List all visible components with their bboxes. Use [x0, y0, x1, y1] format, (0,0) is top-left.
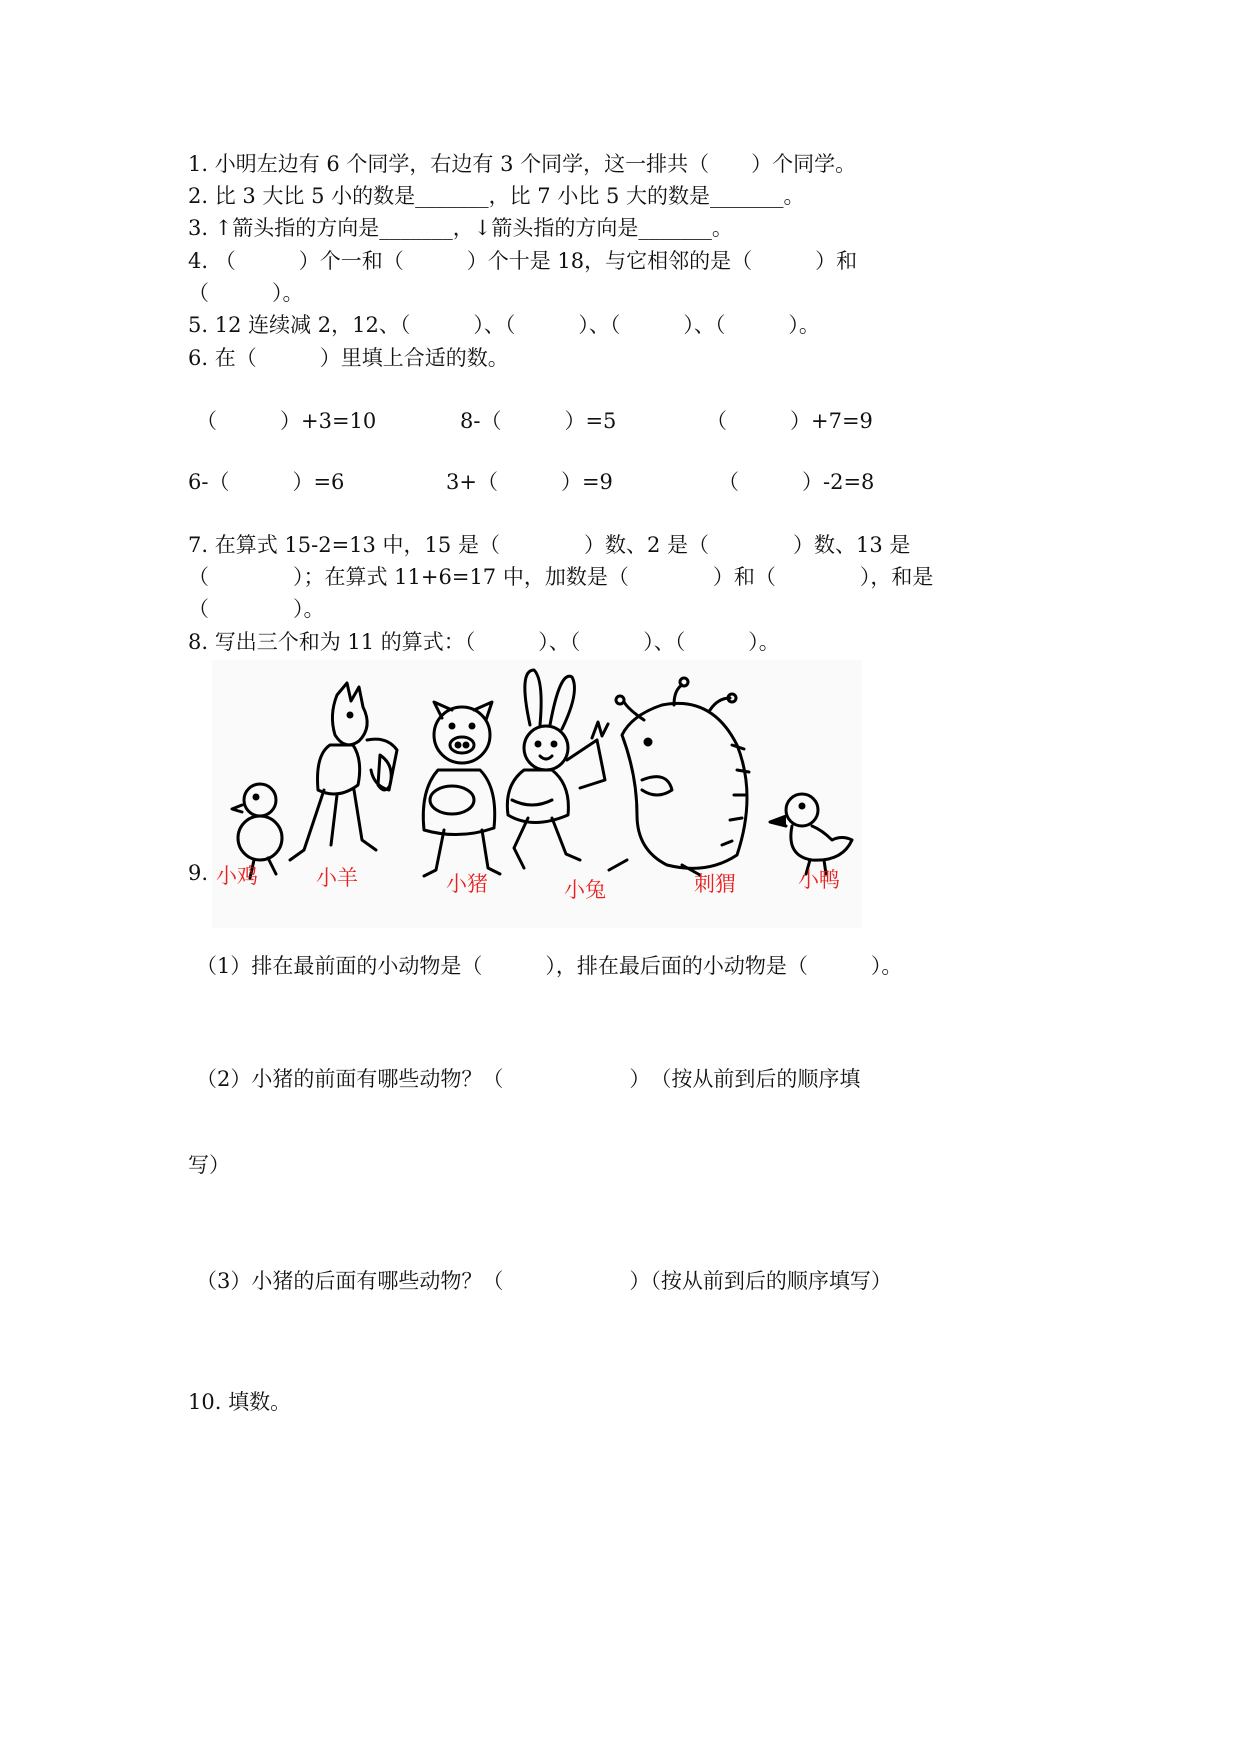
question-7-line-2: （ ）；在算式 11+6=17 中，加数是（ ）和（ ），和是 — [188, 565, 934, 589]
equation-5: 3+（ ）=9 — [446, 470, 613, 494]
equation-1: （ ）+3=10 — [196, 409, 377, 433]
question-4-line-1: 4. （ ）个一和（ ）个十是 18，与它相邻的是（ ）和 — [188, 249, 858, 273]
label-goat: 小羊 — [316, 866, 358, 890]
label-hedgehog: 刺猬 — [694, 872, 736, 896]
label-chick: 小鸡 — [216, 864, 258, 888]
equation-2: 8-（ ）=5 — [460, 409, 617, 433]
label-duck: 小鸭 — [798, 868, 840, 892]
equation-3: （ ）+7=9 — [706, 409, 873, 433]
question-1: 1. 小明左边有 6 个同学，右边有 3 个同学，这一排共（ ）个同学。 — [188, 152, 857, 176]
question-4-line-2: （ ）。 — [188, 281, 304, 305]
rabbit-drawing — [507, 670, 608, 868]
question-9-part-3: （3）小猪的后面有哪些动物？（ ）（按从前到后的顺序填写） — [196, 1269, 892, 1293]
pig-drawing — [423, 702, 500, 876]
question-6: 6. 在（ ）里填上合适的数。 — [188, 346, 509, 370]
question-10: 10. 填数。 — [188, 1390, 292, 1414]
animals-illustration — [212, 660, 862, 928]
question-9-number: 9. — [188, 861, 209, 885]
question-9-part-2: （2）小猪的前面有哪些动物？（ ） （按从前到后的顺序填 — [196, 1067, 861, 1091]
label-rabbit: 小兔 — [564, 878, 606, 902]
duck-drawing — [770, 794, 852, 874]
label-pig: 小猪 — [446, 872, 488, 896]
goat-drawing — [290, 683, 397, 860]
question-8: 8. 写出三个和为 11 的算式：（ ）、（ ）、（ ）。 — [188, 630, 780, 654]
question-7-line-3: （ ）。 — [188, 597, 325, 621]
question-9-part-2-continued: 写） — [188, 1153, 230, 1177]
question-9-part-1: （1）排在最前面的小动物是（ ），排在最后面的小动物是（ ）。 — [196, 954, 903, 978]
equation-4: 6-（ ）=6 — [188, 470, 345, 494]
question-2: 2. 比 3 大比 5 小的数是_______，比 7 小比 5 大的数是_______。 — [188, 184, 805, 208]
hedgehog-drawing — [609, 678, 749, 875]
question-3: 3. ↑箭头指的方向是_______，↓箭头指的方向是_______。 — [188, 216, 733, 240]
question-7-line-1: 7. 在算式 15-2=13 中，15 是（ ）数、2 是（ ）数、13 是 — [188, 533, 911, 557]
equation-6: （ ）-2=8 — [718, 470, 875, 494]
question-5: 5. 12 连续减 2，12、（ ）、（ ）、（ ）、（ ）。 — [188, 313, 820, 337]
